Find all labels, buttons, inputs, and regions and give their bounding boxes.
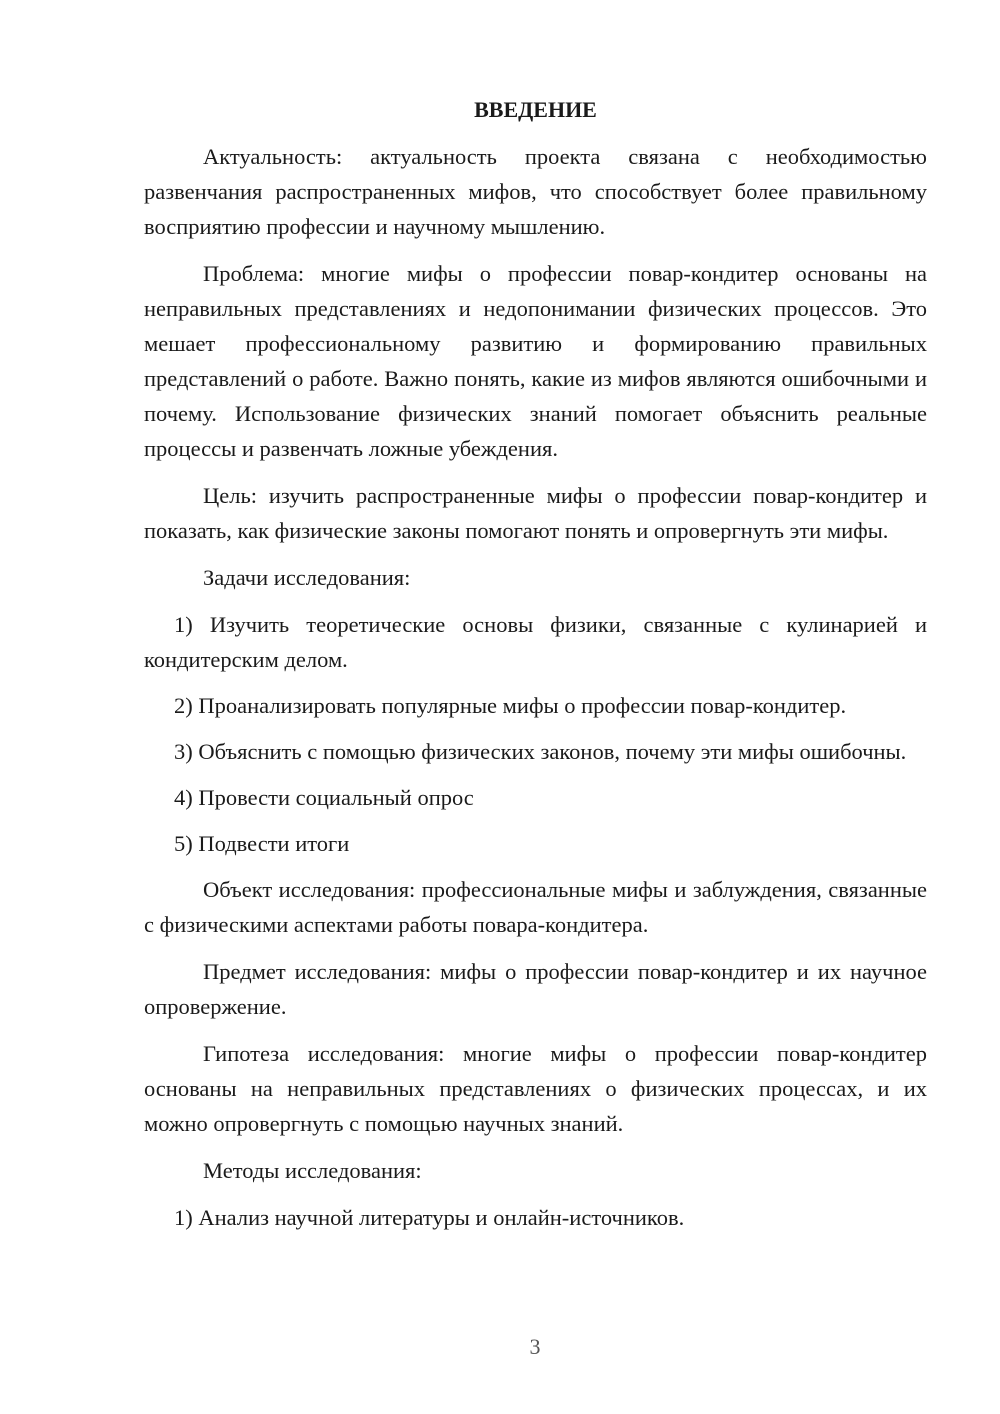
page-number: 3 xyxy=(529,1334,541,1359)
task-item: 4) Провести социальный опрос xyxy=(174,785,474,810)
subject-paragraph: Предмет исследования: мифы о профессии повар-кондитер и их научное опровержение. xyxy=(144,959,927,1019)
tasks-heading: Задачи исследования: xyxy=(203,565,411,590)
document-body xyxy=(144,92,927,1246)
task-item: 5) Подвести итоги xyxy=(174,831,350,856)
problem-paragraph: Проблема: многие мифы о профессии повар-кондитер основаны на неправильных представлениях и недопонимании физических процессов. Это мешает профессиональному развитию и формированию правильных представлений о работе. Важно понять, какие из мифов являются ошибочными и почему. Использование физических знаний помогает объяснить реальные процессы и развенчать ложные убеждения. xyxy=(144,261,927,461)
object-paragraph: Объект исследования: профессиональные мифы и заблуждения, связанные с физическими аспектами работы повара-кондитера. xyxy=(144,877,927,937)
method-item: 1) Анализ научной литературы и онлайн-источников. xyxy=(174,1205,685,1230)
task-item: 1) Изучить теоретические основы физики, связанные с кулинарией и кондитерским делом. xyxy=(144,612,927,672)
methods-heading: Методы исследования: xyxy=(203,1158,422,1183)
goal-paragraph: Цель: изучить распространенные мифы о профессии повар-кондитер и показать, как физические законы помогают понять и опровергнуть эти мифы. xyxy=(144,483,927,543)
page-title: ВВЕДЕНИЕ xyxy=(474,97,597,122)
actuality-paragraph: Актуальность: актуальность проекта связана с необходимостью развенчания распространенных мифов, что способствует более правильному восприятию профессии и научному мышлению. xyxy=(144,144,927,239)
task-item: 3) Объяснить с помощью физических законов, почему эти мифы ошибочны. xyxy=(174,739,907,764)
task-item: 2) Проанализировать популярные мифы о профессии повар-кондитер. xyxy=(174,693,847,718)
hypothesis-paragraph: Гипотеза исследования: многие мифы о профессии повар-кондитер основаны на неправильных представлениях о физических процессах, и их можно опровергнуть с помощью научных знаний. xyxy=(144,1041,927,1136)
